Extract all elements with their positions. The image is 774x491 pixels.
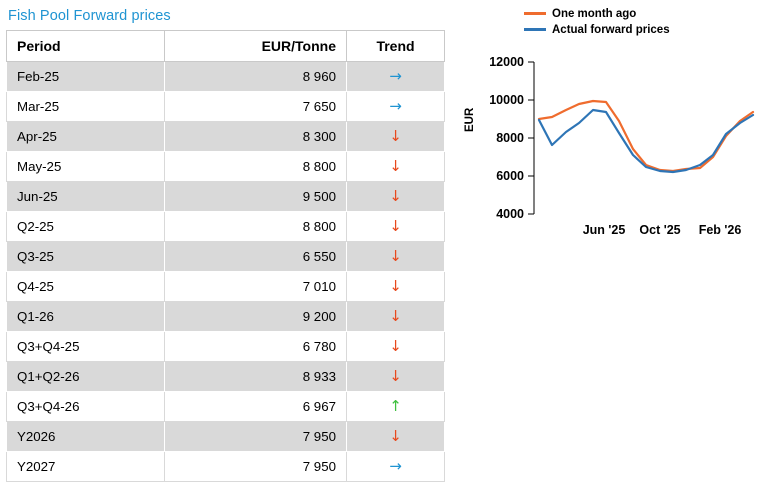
legend-item-one-month-ago xyxy=(524,6,670,21)
table-row xyxy=(7,152,445,182)
table-row xyxy=(7,362,445,392)
arrow-down-icon: ↓ xyxy=(389,157,402,175)
legend-swatch-orange xyxy=(524,12,546,15)
y-tick-label-8000: 8000 xyxy=(496,131,524,145)
legend-item-actual-forward-prices xyxy=(524,22,670,37)
cell-price: 7 950 xyxy=(165,422,347,452)
table-row xyxy=(7,242,445,272)
arrow-down-icon: ↓ xyxy=(389,277,402,295)
arrow-down-icon: ↓ xyxy=(389,127,402,145)
table-row xyxy=(7,272,445,302)
cell-price: 6 967 xyxy=(165,392,347,422)
cell-price: 8 933 xyxy=(165,362,347,392)
page-title: Fish Pool Forward prices xyxy=(8,8,171,24)
arrow-down-icon: ↓ xyxy=(389,367,402,385)
series-line-actual-forward-prices xyxy=(539,110,753,172)
cell-trend xyxy=(347,122,445,152)
cell-period: Q3+Q4-26 xyxy=(7,392,165,422)
cell-period: Jun-25 xyxy=(7,182,165,212)
cell-period: Y2027 xyxy=(7,452,165,482)
y-axis-label: EUR xyxy=(464,107,476,132)
table-row xyxy=(7,62,445,92)
cell-period: Q1-26 xyxy=(7,302,165,332)
column-header-price: EUR/Tonne xyxy=(165,31,347,62)
cell-price: 7 950 xyxy=(165,452,347,482)
cell-trend xyxy=(347,392,445,422)
cell-price: 9 500 xyxy=(165,182,347,212)
cell-trend xyxy=(347,212,445,242)
forward-price-chart xyxy=(462,4,770,254)
cell-price: 6 550 xyxy=(165,242,347,272)
table-row xyxy=(7,332,445,362)
cell-trend xyxy=(347,452,445,482)
table-row xyxy=(7,182,445,212)
series-line-one-month-ago xyxy=(539,101,753,171)
x-tick-label-feb26: Feb '26 xyxy=(698,223,742,237)
arrow-down-icon: ↓ xyxy=(389,217,402,235)
arrow-flat-icon: → xyxy=(389,67,402,85)
table-row xyxy=(7,302,445,332)
table-header-row xyxy=(7,31,445,62)
x-tick-label-jun25: Jun '25 xyxy=(582,223,626,237)
arrow-flat-icon: → xyxy=(389,457,402,475)
legend-label: One month ago xyxy=(552,7,637,20)
cell-period: Y2026 xyxy=(7,422,165,452)
arrow-flat-icon: → xyxy=(389,97,402,115)
x-tick-label-oct25: Oct '25 xyxy=(639,223,681,237)
cell-price: 6 780 xyxy=(165,332,347,362)
cell-trend xyxy=(347,332,445,362)
cell-period: Q2-25 xyxy=(7,212,165,242)
table-body xyxy=(7,62,445,482)
forward-prices-table xyxy=(6,30,445,482)
cell-price: 8 800 xyxy=(165,212,347,242)
arrow-down-icon: ↓ xyxy=(389,247,402,265)
cell-trend xyxy=(347,422,445,452)
chart-plot xyxy=(462,38,770,248)
cell-trend xyxy=(347,272,445,302)
cell-trend xyxy=(347,242,445,272)
chart-legend xyxy=(524,6,670,38)
cell-price: 7 010 xyxy=(165,272,347,302)
arrow-down-icon: ↓ xyxy=(389,307,402,325)
y-tick-label-4000: 4000 xyxy=(496,207,524,221)
y-tick-label-6000: 6000 xyxy=(496,169,524,183)
cell-period: Q3+Q4-25 xyxy=(7,332,165,362)
cell-price: 7 650 xyxy=(165,92,347,122)
cell-trend xyxy=(347,182,445,212)
table-row xyxy=(7,212,445,242)
cell-trend xyxy=(347,62,445,92)
cell-price: 8 800 xyxy=(165,152,347,182)
arrow-down-icon: ↓ xyxy=(389,187,402,205)
y-tick-label-10000: 10000 xyxy=(489,93,524,107)
table-row xyxy=(7,92,445,122)
forward-prices-table-block xyxy=(6,6,444,482)
y-axis-ticks xyxy=(528,62,534,214)
column-header-period: Period xyxy=(7,31,165,62)
column-header-trend: Trend xyxy=(347,31,445,62)
table-row xyxy=(7,422,445,452)
cell-period: Apr-25 xyxy=(7,122,165,152)
legend-swatch-blue xyxy=(524,28,546,31)
cell-trend xyxy=(347,92,445,122)
cell-price: 9 200 xyxy=(165,302,347,332)
cell-period: Q1+Q2-26 xyxy=(7,362,165,392)
table-header xyxy=(7,31,445,62)
table-row xyxy=(7,392,445,422)
y-tick-label-12000: 12000 xyxy=(489,55,524,69)
arrow-down-icon: ↓ xyxy=(389,427,402,445)
cell-price: 8 300 xyxy=(165,122,347,152)
arrow-down-icon: ↓ xyxy=(389,337,402,355)
cell-price: 8 960 xyxy=(165,62,347,92)
table-row xyxy=(7,122,445,152)
cell-trend xyxy=(347,302,445,332)
table-row xyxy=(7,452,445,482)
cell-period: Q4-25 xyxy=(7,272,165,302)
cell-period: Q3-25 xyxy=(7,242,165,272)
legend-label: Actual forward prices xyxy=(552,23,670,36)
cell-period: Feb-25 xyxy=(7,62,165,92)
cell-period: Mar-25 xyxy=(7,92,165,122)
arrow-up-icon: ↑ xyxy=(389,397,402,415)
cell-trend xyxy=(347,152,445,182)
cell-trend xyxy=(347,362,445,392)
cell-period: May-25 xyxy=(7,152,165,182)
